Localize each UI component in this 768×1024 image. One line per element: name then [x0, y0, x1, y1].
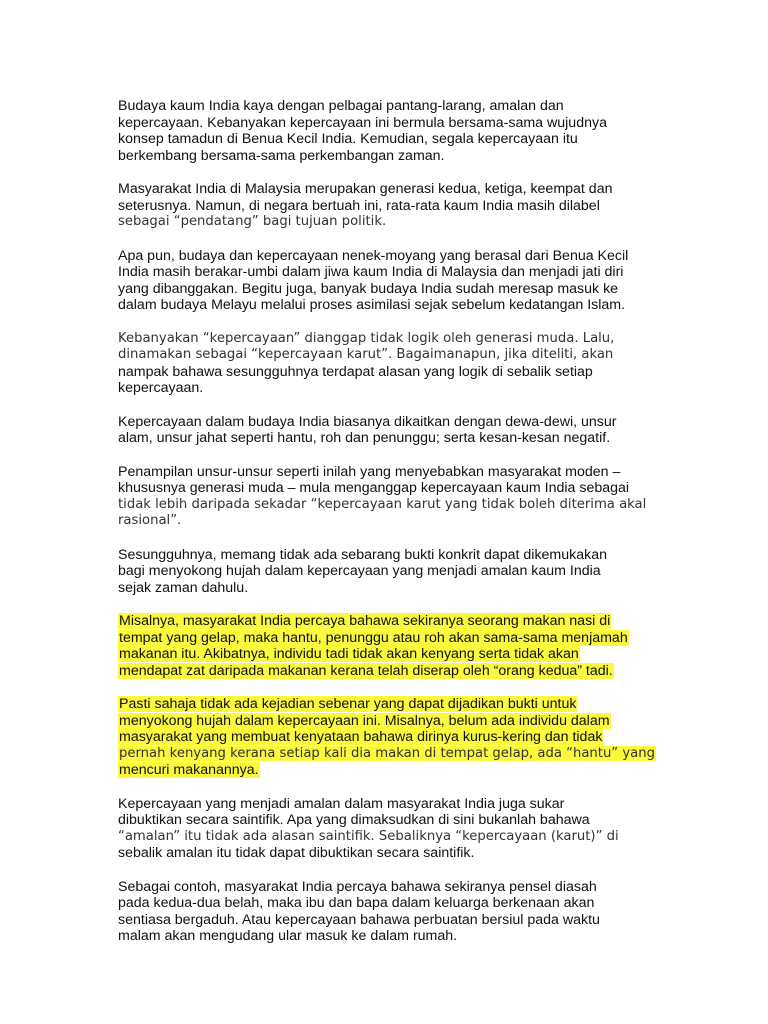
text-line — [118, 613, 658, 630]
text-line — [118, 696, 658, 713]
text-line — [118, 131, 658, 148]
paragraph — [118, 98, 658, 164]
paragraph — [118, 547, 658, 597]
line-text: dibuktikan secara saintifik. Apa yang dimaksudkan di sini bukanlah bahawa — [118, 812, 590, 828]
text-line — [118, 248, 658, 265]
line-text: Apa pun, budaya dan kepercayaan nenek-moyang yang berasal dari Benua Kecil — [118, 247, 629, 264]
text-line — [118, 829, 658, 846]
line-text: berkembang bersama-sama perkembangan zaman. — [118, 147, 445, 164]
text-line — [118, 430, 658, 447]
text-line — [118, 115, 658, 132]
line-text: rasional”. — [118, 513, 182, 528]
text-line — [118, 879, 658, 896]
line-text: tidak lebih daripada sekadar “kepercayaan karut yang tidak boleh diterima akal — [118, 496, 647, 512]
text-line — [118, 98, 658, 115]
line-text: sebagai “pendatang” bagi tujuan politik. — [118, 214, 387, 229]
text-line — [118, 729, 658, 746]
text-line — [118, 414, 658, 431]
line-text: sebalik amalan itu tidak dapat dibuktikan secara saintifik. — [118, 845, 475, 861]
line-text: alam, unsur jahat seperti hantu, roh dan penunggu; serta kesan-kesan negatif. — [118, 430, 611, 446]
line-text: dalam budaya Melayu melalui proses asimilasi sejak sebelum kedatangan Islam. — [118, 297, 626, 313]
line-text: “amalan” itu tidak ada alasan saintifik. Sebaliknya “kepercayaan (karut)” di — [118, 828, 619, 844]
text-line — [118, 796, 658, 813]
line-text: sejak zaman dahulu. — [118, 579, 249, 596]
text-line — [118, 480, 658, 497]
paragraph — [118, 331, 658, 397]
text-line — [118, 148, 658, 165]
text-line — [118, 331, 658, 348]
text-line — [118, 497, 658, 514]
text-line — [118, 845, 658, 862]
line-text: dinamakan sebagai “kepercayaan karut”. Bagaimanapun, jika diteliti, akan — [118, 347, 614, 362]
line-text: pernah kenyang kerana setiap kali dia makan di tempat gelap, ada “hantu” yang — [119, 745, 655, 761]
text-line — [118, 547, 658, 564]
text-line — [118, 214, 658, 231]
line-text: Sesungguhnya, memang tidak ada sebarang bukti konkrit dapat dikemukakan — [118, 546, 607, 563]
text-line — [118, 746, 658, 763]
line-text: Kepercayaan dalam budaya India biasanya dikaitkan dengan dewa-dewi, unsur — [118, 413, 617, 430]
text-line — [118, 912, 658, 929]
highlighted-paragraph — [118, 613, 658, 679]
line-text: khususnya generasi muda – mula menganggap kepercayaan kaum India sebagai — [118, 480, 630, 496]
highlighted-paragraph — [118, 696, 658, 779]
text-line — [118, 713, 658, 730]
line-text: kepercayaan. Kebanyakan kepercayaan ini bermula bersama-sama wujudnya — [118, 114, 607, 131]
paragraph — [118, 181, 658, 231]
paragraph — [118, 879, 658, 945]
line-text: malam akan mengudang ular masuk ke dalam rumah. — [118, 928, 458, 944]
text-line — [118, 895, 658, 912]
text-line — [118, 762, 658, 779]
line-text: Kepercayaan yang menjadi amalan dalam masyarakat India juga sukar — [118, 795, 565, 812]
line-text: sentiasa bergaduh. Atau kepercayaan bahawa perbuatan bersiul pada waktu — [118, 911, 600, 928]
line-text: kepercayaan. — [118, 380, 204, 396]
text-line — [118, 297, 658, 314]
line-text: India masih berakar-umbi dalam jiwa kaum India di Malaysia dan menjadi jati diri — [118, 264, 624, 280]
line-text: Misalnya, masyarakat India percaya bahawa sekiranya seorang makan nasi di — [119, 613, 611, 629]
line-text: Masyarakat India di Malaysia merupakan generasi kedua, ketiga, keempat dan — [118, 181, 613, 197]
text-line — [118, 364, 658, 381]
text-line — [118, 181, 658, 198]
paragraph — [118, 248, 658, 314]
line-text: seterusnya. Namun, di negara bertuah ini, rata-rata kaum India masih dilabel — [118, 197, 600, 214]
line-text: mencuri makanannya. — [119, 762, 259, 778]
text-line — [118, 630, 658, 647]
line-text: Pasti sahaja tidak ada kejadian sebenar yang dapat dijadikan bukti untuk — [119, 696, 577, 712]
text-line — [118, 281, 658, 298]
text-line — [118, 928, 658, 945]
paragraph — [118, 414, 658, 447]
text-line — [118, 198, 658, 215]
line-text: makanan itu. Akibatnya, individu tadi tidak akan kenyang serta tidak akan — [119, 646, 579, 662]
line-text: masyarakat yang membuat kenyataan bahawa dirinya kurus-kering dan tidak — [119, 729, 603, 745]
document-body — [118, 98, 658, 962]
text-line — [118, 347, 658, 364]
line-text: mendapat zat daripada makanan kerana telah diserap oleh “orang kedua” tadi. — [119, 662, 613, 679]
line-text: tempat yang gelap, maka hantu, penunggu atau roh akan sama-sama menjamah — [119, 629, 628, 646]
text-line — [118, 513, 658, 530]
paragraph — [118, 796, 658, 862]
text-line — [118, 563, 658, 580]
line-text: konsep tamadun di Benua Kecil India. Kemudian, segala kepercayaan itu — [118, 131, 578, 147]
paragraph — [118, 464, 658, 530]
line-text: yang dibanggakan. Begitu juga, banyak budaya India sudah meresap masuk ke — [118, 280, 619, 297]
line-text: pada kedua-dua belah, maka ibu dan bapa dalam keluarga berkenaan akan — [118, 895, 595, 911]
line-text: menyokong hujah dalam kepercayaan ini. Misalnya, belum ada individu dalam — [119, 712, 610, 729]
text-line — [118, 464, 658, 481]
text-line — [118, 580, 658, 597]
line-text: Penampilan unsur-unsur seperti inilah yang menyebabkan masyarakat moden – — [118, 463, 621, 480]
text-line — [118, 380, 658, 397]
line-text: Sebagai contoh, masyarakat India percaya bahawa sekiranya pensel diasah — [118, 878, 597, 895]
text-line — [118, 812, 658, 829]
line-text: bagi menyokong hujah dalam kepercayaan yang menjadi amalan kaum India — [118, 563, 601, 579]
line-text: Kebanyakan “kepercayaan” dianggap tidak logik oleh generasi muda. Lalu, — [118, 330, 615, 346]
text-line — [118, 663, 658, 680]
line-text: nampak bahawa sesungguhnya terdapat alasan yang logik di sebalik setiap — [118, 363, 593, 380]
text-line — [118, 646, 658, 663]
line-text: Budaya kaum India kaya dengan pelbagai pantang-larang, amalan dan — [118, 98, 564, 114]
text-line — [118, 264, 658, 281]
